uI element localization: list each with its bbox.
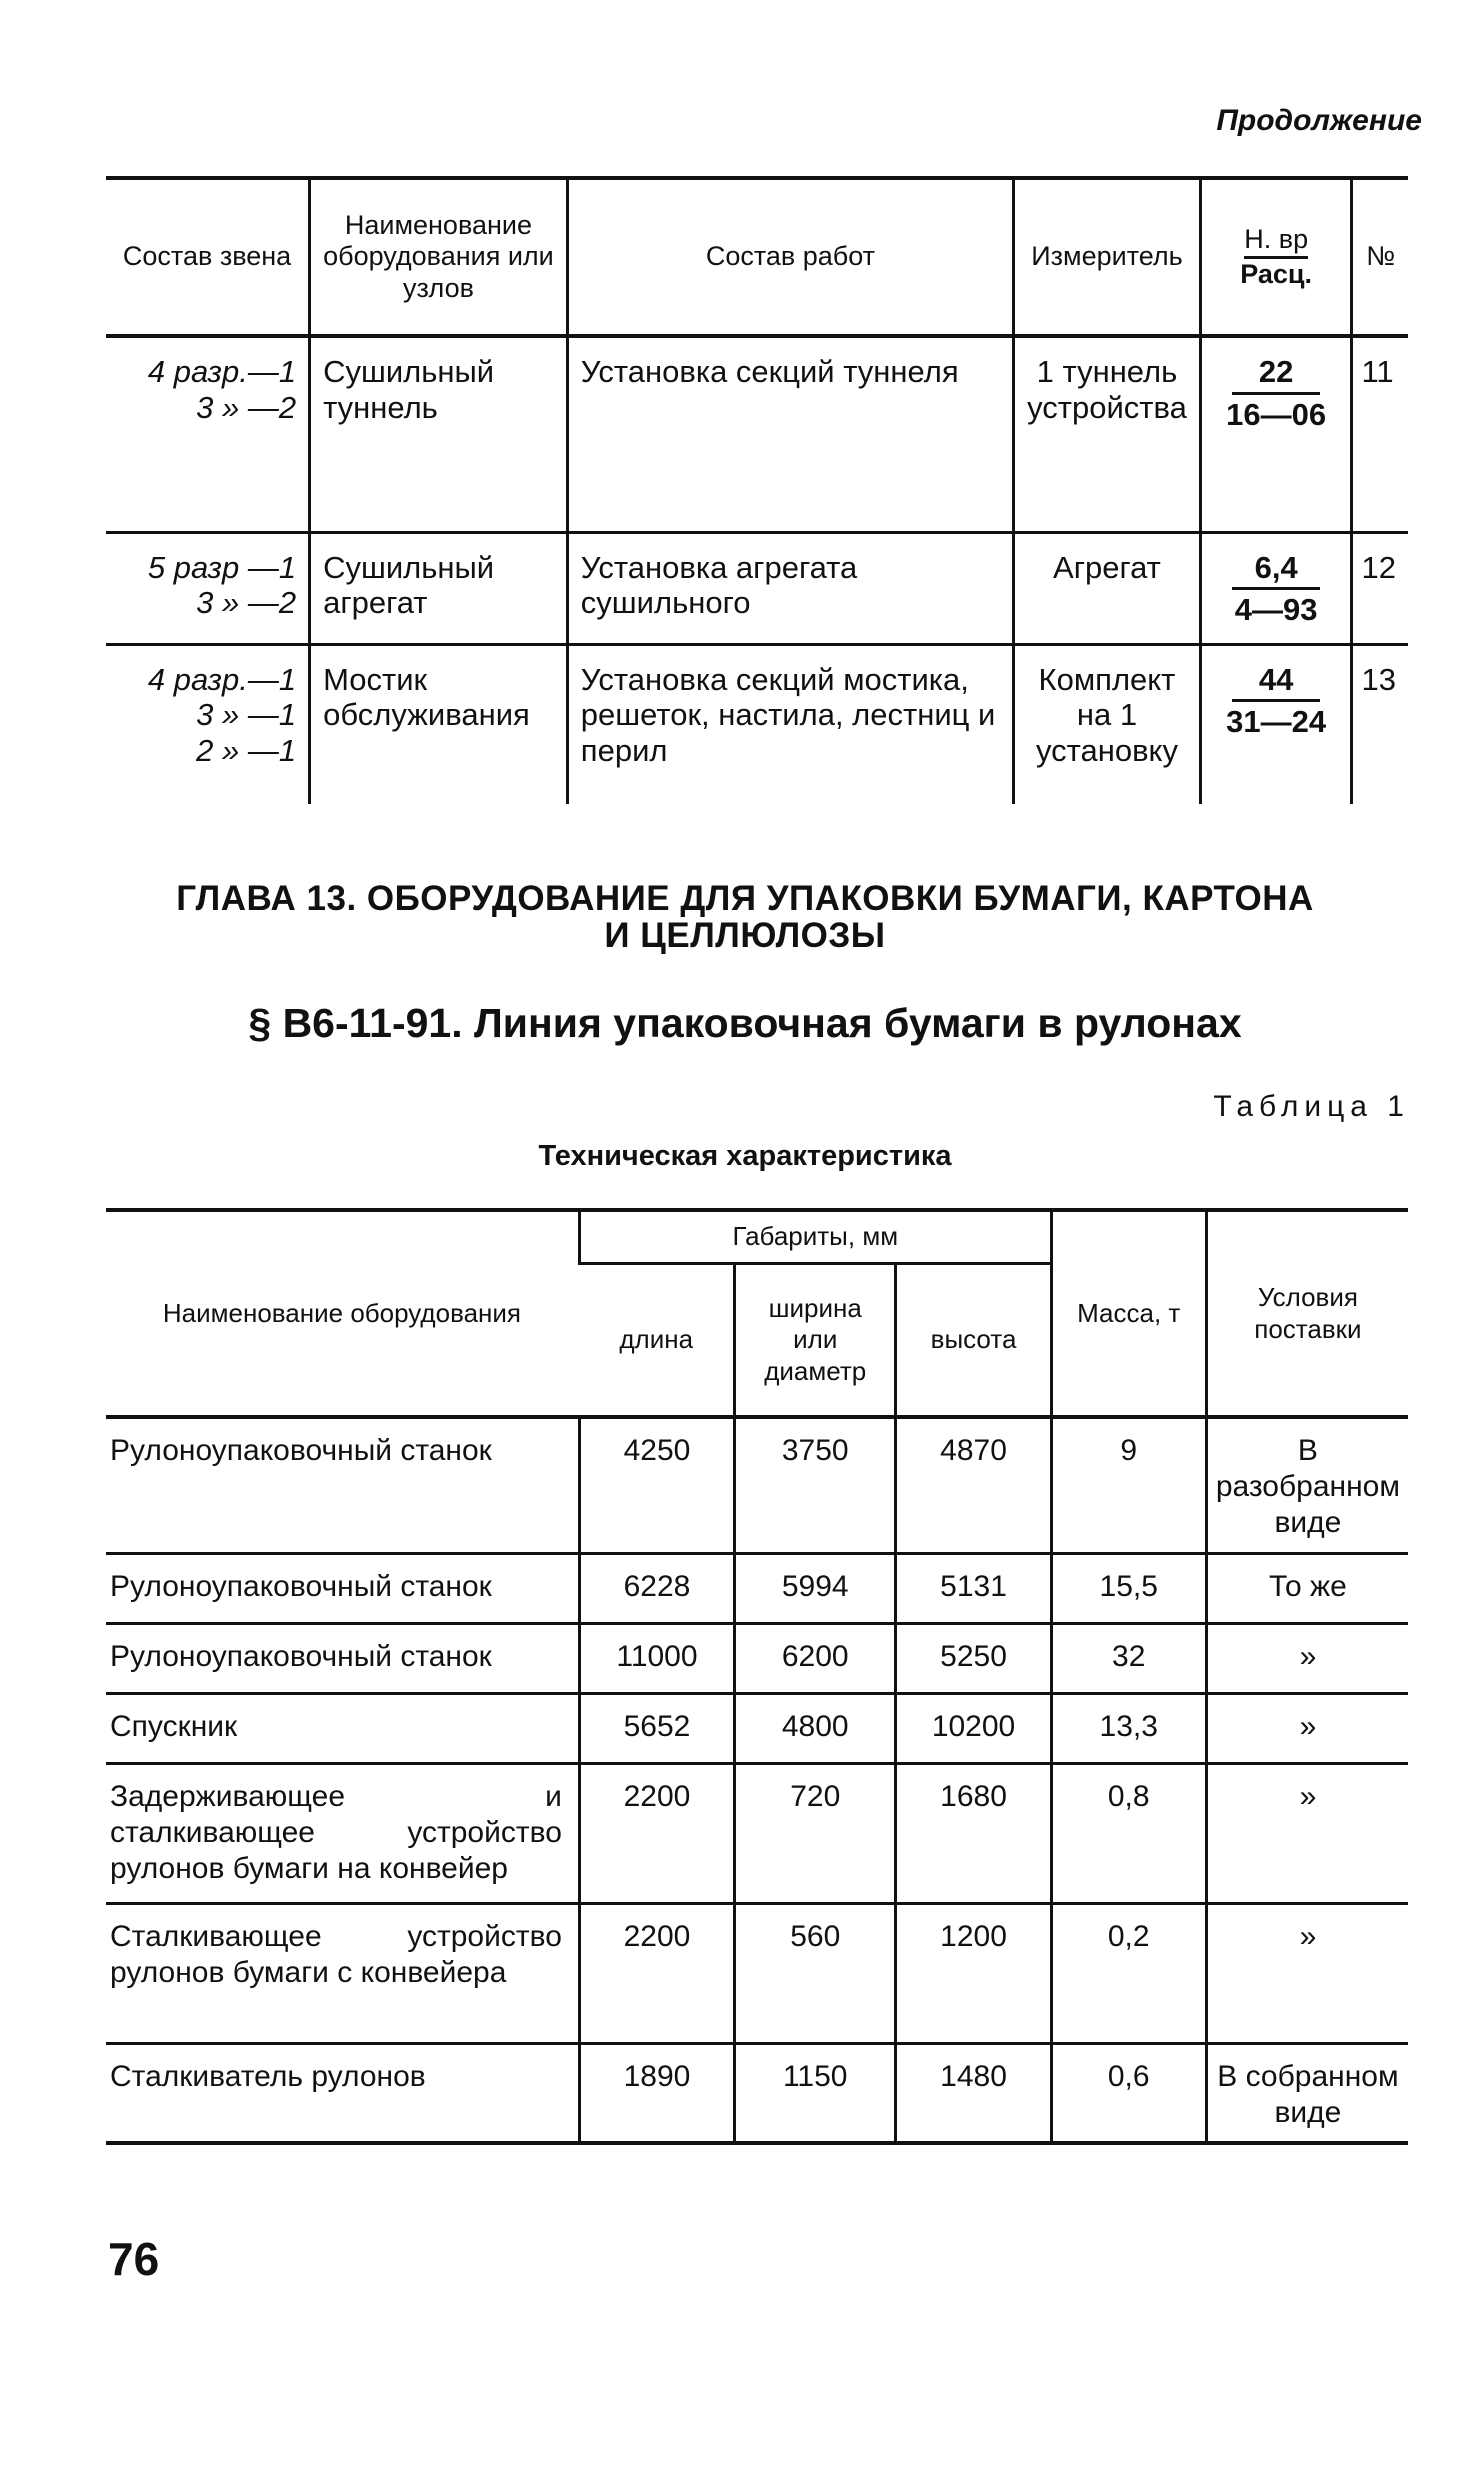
header-name: Наименование оборудования bbox=[162, 1297, 522, 1328]
table-row bbox=[106, 1623, 1408, 1693]
header-delivery: Условия поставки bbox=[1206, 1210, 1408, 1417]
works-cell: Установка секций туннеля bbox=[567, 336, 1013, 532]
header-equipment: Наименование оборудования или узлов bbox=[310, 178, 568, 336]
equipment-name: Спускник bbox=[110, 1709, 238, 1743]
norm-cell bbox=[1200, 644, 1352, 804]
header-meter: Измеритель bbox=[1014, 178, 1201, 336]
mass-cell: 9 bbox=[1051, 1417, 1206, 1553]
table-row bbox=[106, 336, 1408, 532]
norm-cell bbox=[1200, 336, 1352, 532]
width-cell: 3750 bbox=[735, 1417, 896, 1553]
technical-specs-table bbox=[106, 1208, 1408, 2145]
table-header-row bbox=[106, 178, 1408, 336]
table-row bbox=[106, 2043, 1408, 2143]
rate: 16—06 bbox=[1226, 396, 1327, 432]
work-norms-table bbox=[106, 176, 1408, 804]
number-cell: 13 bbox=[1352, 644, 1408, 804]
mass-cell: 15,5 bbox=[1051, 1553, 1206, 1623]
height-cell: 1680 bbox=[896, 1763, 1051, 1903]
length-cell: 2200 bbox=[579, 1763, 734, 1903]
continuation-label: Продолжение bbox=[1216, 104, 1422, 137]
header-mass: Масса, т bbox=[1051, 1210, 1206, 1417]
norm-cell bbox=[1200, 532, 1352, 644]
height-cell: 5131 bbox=[896, 1553, 1051, 1623]
header-works: Состав работ bbox=[567, 178, 1013, 336]
equipment-name: Сталкиватель рулонов bbox=[110, 2059, 426, 2093]
meter-cell: 1 туннель устройства bbox=[1014, 336, 1201, 532]
header-number: № bbox=[1352, 178, 1408, 336]
table-row bbox=[106, 644, 1408, 804]
header-width: ширина или диаметр bbox=[735, 1264, 896, 1418]
equipment-name: Задерживающее и сталкивающее устройство рулонов бумаги на конвейер bbox=[110, 1779, 562, 1885]
height-cell: 4870 bbox=[896, 1417, 1051, 1553]
header-dimensions: Габариты, мм bbox=[579, 1210, 1051, 1264]
rate: 4—93 bbox=[1234, 592, 1318, 628]
equipment-name: Сталкивающее устройство рулонов бумаги с конвейера bbox=[110, 1919, 562, 1989]
length-cell: 1890 bbox=[579, 2043, 734, 2143]
header-height: высота bbox=[896, 1264, 1051, 1418]
crew-cell: 4 разр.—1 3 » —1 2 » —1 bbox=[147, 661, 297, 769]
header-crew: Состав звена bbox=[122, 241, 292, 272]
width-cell: 720 bbox=[735, 1763, 896, 1903]
header-norm bbox=[1200, 178, 1352, 336]
equipment-name: Рулоноупаковочный станок bbox=[110, 1434, 492, 1467]
header-norm-time: Н. вр bbox=[1244, 224, 1308, 258]
table-row bbox=[106, 1693, 1408, 1763]
length-cell: 11000 bbox=[579, 1623, 734, 1693]
width-cell: 4800 bbox=[735, 1693, 896, 1763]
length-cell: 4250 bbox=[579, 1417, 734, 1553]
header-length: длина bbox=[619, 1324, 694, 1355]
table-row bbox=[106, 1763, 1408, 1903]
delivery-cell: » bbox=[1206, 1763, 1408, 1903]
delivery-cell: » bbox=[1206, 1903, 1408, 2043]
chapter-heading: ГЛАВА 13. ОБОРУДОВАНИЕ ДЛЯ УПАКОВКИ БУМАГИ, КАРТОНА И ЦЕЛЛЮЛОЗЫ bbox=[176, 879, 1314, 956]
width-cell: 6200 bbox=[735, 1623, 896, 1693]
mass-cell: 32 bbox=[1051, 1623, 1206, 1693]
length-cell: 6228 bbox=[579, 1553, 734, 1623]
table-row bbox=[106, 1553, 1408, 1623]
table-row bbox=[106, 532, 1408, 644]
meter-cell: Агрегат bbox=[1014, 532, 1201, 644]
equipment-name: Рулоноупаковочный станок bbox=[110, 1569, 492, 1603]
delivery-cell: То же bbox=[1206, 1553, 1408, 1623]
section-heading: § В6-11-91. Линия упаковочная бумаги в рулонах bbox=[248, 1000, 1242, 1046]
works-cell: Установка агрегата сушильного bbox=[567, 532, 1013, 644]
height-cell: 5250 bbox=[896, 1623, 1051, 1693]
mass-cell: 0,6 bbox=[1051, 2043, 1206, 2143]
table-row bbox=[106, 1903, 1408, 2043]
number-cell: 11 bbox=[1352, 336, 1408, 532]
width-cell: 560 bbox=[735, 1903, 896, 2043]
equipment-name: Рулоноупаковочный станок bbox=[110, 1639, 492, 1673]
table-row bbox=[106, 1417, 1408, 1553]
delivery-cell: В разобранном виде bbox=[1206, 1417, 1408, 1553]
norm-time: 44 bbox=[1232, 662, 1320, 703]
page-number: 76 bbox=[108, 2233, 160, 2285]
mass-cell: 0,8 bbox=[1051, 1763, 1206, 1903]
width-cell: 1150 bbox=[735, 2043, 896, 2143]
norm-time: 6,4 bbox=[1232, 550, 1320, 591]
crew-cell: 5 разр —1 3 » —2 bbox=[147, 549, 297, 621]
works-cell: Установка секций мостика, решеток, настила, лестниц и перил bbox=[567, 644, 1013, 804]
equipment-cell: Сушильный туннель bbox=[310, 336, 568, 532]
mass-cell: 13,3 bbox=[1051, 1693, 1206, 1763]
meter-cell: Комплект на 1 установку bbox=[1014, 644, 1201, 804]
table-caption: Техническая характеристика bbox=[538, 1140, 952, 1172]
length-cell: 2200 bbox=[579, 1903, 734, 2043]
equipment-cell: Мостик обслуживания bbox=[310, 644, 568, 804]
width-cell: 5994 bbox=[735, 1553, 896, 1623]
table-header-row bbox=[106, 1210, 1408, 1264]
norm-time: 22 bbox=[1232, 354, 1320, 395]
table-label: Таблица 1 bbox=[1213, 1090, 1410, 1123]
mass-cell: 0,2 bbox=[1051, 1903, 1206, 2043]
number-cell: 12 bbox=[1352, 532, 1408, 644]
delivery-cell: » bbox=[1206, 1693, 1408, 1763]
length-cell: 5652 bbox=[579, 1693, 734, 1763]
height-cell: 1200 bbox=[896, 1903, 1051, 2043]
equipment-cell: Сушильный агрегат bbox=[310, 532, 568, 644]
height-cell: 1480 bbox=[896, 2043, 1051, 2143]
delivery-cell: » bbox=[1206, 1623, 1408, 1693]
rate: 31—24 bbox=[1226, 704, 1327, 740]
delivery-cell: В собранном виде bbox=[1206, 2043, 1408, 2143]
crew-cell: 4 разр.—1 3 » —2 bbox=[147, 354, 297, 425]
header-rate: Расц. bbox=[1240, 258, 1313, 289]
height-cell: 10200 bbox=[896, 1693, 1051, 1763]
